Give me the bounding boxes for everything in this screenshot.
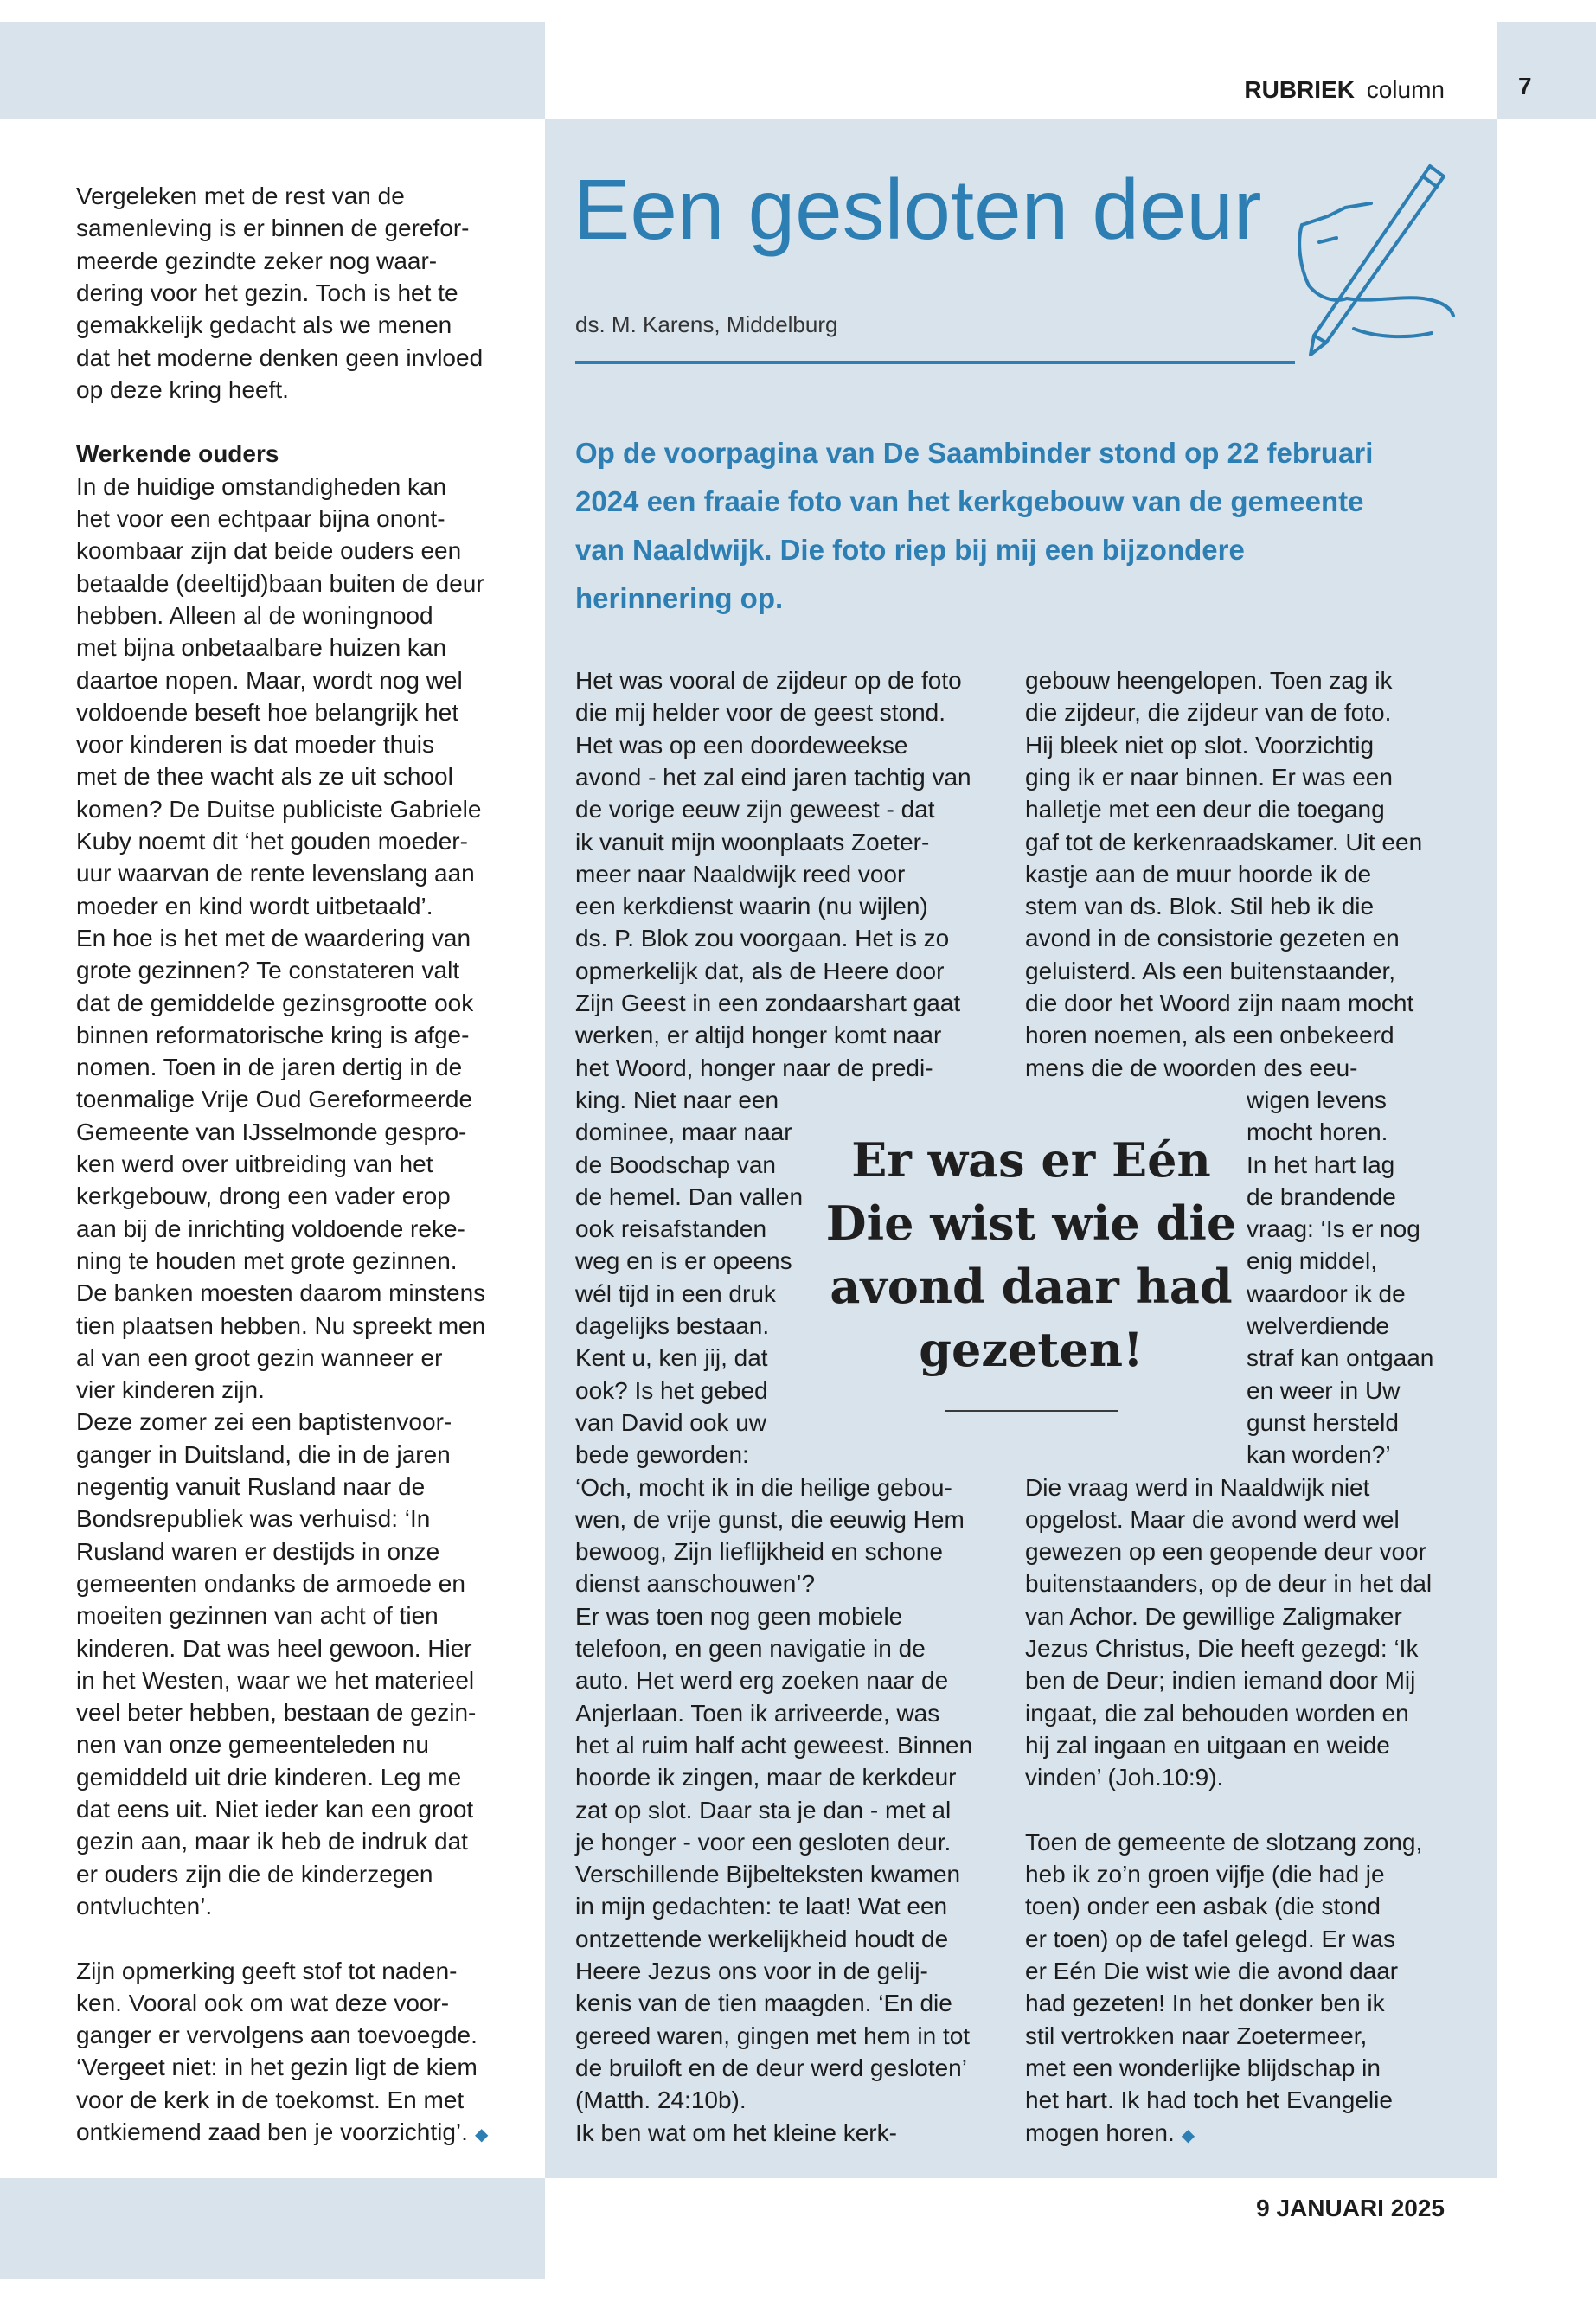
pull-quote-line: Er was er Eén [851,1132,1211,1188]
body-text-line: waardoor ik de [1247,1279,1406,1307]
body-text-line: ds. P. Blok zou voorgaan. Het is zo [575,925,950,952]
body-text-line: ken werd over uitbreiding van het [76,1150,433,1177]
intro-line: Op de voorpagina van De Saambinder stond op 22 februari [575,437,1374,469]
body-text-line: het al ruim half acht geweest. Binnen [575,1731,973,1759]
body-text-line: Heere Jezus ons voor in de gelij- [575,1958,928,1984]
header-section [1211,76,1445,104]
pull-quote-rule [945,1410,1118,1412]
body-text-line: er toen) op de tafel gelegd. Er was [1025,1925,1396,1952]
body-text-line: stil vertrokken naar Zoetermeer, [1025,2022,1368,2049]
body-text-line: zat op slot. Daar sta je dan - met al [575,1796,952,1823]
section-label: RUBRIEK [1244,76,1355,103]
body-text-line: Vergeleken met de rest van de [76,183,405,209]
body-text-line: dat eens uit. Niet ieder kan een groot [76,1796,474,1823]
body-text-line: de vorige eeuw zijn geweest - dat [575,796,935,824]
body-text-line: king. Niet naar een [575,1086,779,1113]
body-text-line: ning te houden met grote gezinnen. [76,1247,458,1274]
body-text-line: meerde gezindte zeker nog waar- [76,247,438,274]
body-text-line: wen, de vrije gunst, die eeuwig Hem [575,1505,965,1533]
body-text-line: ook? Is het gebed [575,1376,768,1404]
body-text-line: Gemeente van IJsselmonde gespro- [76,1118,467,1145]
body-text-line: met de thee wacht als ze uit school [76,763,453,791]
body-text-line: veel beter hebben, bestaan de gezin- [76,1699,477,1727]
body-text-line: moeder en kind wordt uitbetaald’. [76,892,433,920]
body-text-line: grote gezinnen? Te constateren valt [76,957,460,984]
pull-quote-line: gezeten! [919,1322,1144,1377]
body-text-line: Hij bleek niet op slot. Voorzichtig [1025,731,1375,759]
body-text-line: dienst aanschouwen’? [575,1570,816,1598]
body-text-line: hij zal ingaan en uitgaan en weide [1025,1731,1390,1759]
body-text-line: nen van onze gemeenteleden nu [76,1731,429,1759]
body-text-line: bede geworden: [575,1441,749,1469]
body-text-line: er Eén Die wist wie die avond daar [1025,1958,1399,1984]
body-text-line: meer naar Naaldwijk reed voor [575,860,906,888]
body-text-line: In de huidige omstandigheden kan [76,472,447,500]
body-text-line: wigen levens [1247,1086,1387,1113]
body-text-line: avond - het zal eind jaren tachtig van [575,763,971,791]
body-text-line: daartoe nopen. Maar, wordt nog wel [76,666,463,694]
body-text-line: de hemel. Dan vallen [575,1183,804,1210]
body-text-line: gemeenten ondanks de armoede en [76,1569,465,1597]
section-sub: column [1366,76,1445,103]
top-band-left [0,22,545,119]
end-mark-icon: ◆ [1181,2125,1195,2145]
body-text-line: toenmalige Vrije Oud Gereformeerde [76,1086,473,1113]
body-text-line: De banken moesten daarom minstens [76,1279,486,1307]
body-text-line: die zijdeur, die zijdeur van de foto. [1025,699,1392,727]
body-text-line: bewoog, Zijn lieflijkheid en schone [575,1538,943,1566]
body-text-line: opgelost. Maar die avond werd wel [1025,1505,1400,1533]
body-text-line: Zijn opmerking geeft stof tot naden- [76,1957,458,1984]
body-text-line: Toen de gemeente de slotzang zong, [1025,1828,1423,1856]
footer-date: 9 JANUARI 2025 [1256,2195,1445,2221]
body-text-line: die door het Woord zijn naam mocht [1025,990,1414,1016]
body-text-line: komen? De Duitse publiciste Gabriele [76,795,482,823]
body-text-line: kastje aan de muur hoorde ik de [1025,860,1372,888]
body-text-line: ook reisafstanden [575,1215,767,1243]
body-text-line: op deze kring heeft. [76,375,289,403]
body-text-line: aan bij de inrichting voldoende reke- [76,1215,465,1242]
body-text-line: Er was toen nog geen mobiele [575,1602,903,1630]
body-text-line: weg en is er opeens [575,1247,792,1275]
body-text-line: kenis van de tien maagden. ‘En die [575,1990,952,2017]
body-text-line: Kent u, ken jij, dat [575,1344,768,1372]
top-band-right [1497,22,1596,119]
body-text-line: gaf tot de kerkenraadskamer. Uit een [1025,828,1423,856]
body-text-line: met bijna onbetaalbare huizen kan [76,634,447,662]
body-text-line: de brandende [1247,1183,1396,1210]
body-text-line: vraag: ‘Is er nog [1247,1215,1420,1243]
body-text-line: je honger - voor een gesloten deur. [575,1828,952,1856]
body-text-line: voor de kerk in de toekomst. En met [76,2086,465,2113]
body-text-line: van David ook uw [575,1408,767,1436]
body-text-line: heb ik zo’n groen vijfje (die had je [1025,1861,1385,1888]
end-mark-icon: ◆ [474,2125,489,2144]
bottom-band-left [0,2178,545,2279]
body-text-line: Rusland waren er destijds in onze [76,1537,440,1565]
body-text-line: Verschillende Bijbelteksten kwamen [575,1861,961,1888]
body-text-line: Ik ben wat om het kleine kerk- [575,2118,897,2146]
body-text-line: ik vanuit mijn woonplaats Zoeter- [575,828,930,856]
page-number: 7 [1518,73,1532,99]
body-text-line: het hart. Ik had toch het Evangelie [1025,2086,1393,2114]
body-text-line: Het was op een doordeweekse [575,731,908,759]
body-text-line: ben de Deur; indien iemand door Mij [1025,1667,1416,1695]
body-text-line: kan worden?’ [1247,1441,1391,1469]
body-text-line: tien plaatsen hebben. Nu spreekt men [76,1311,486,1339]
body-text-line: van Achor. De gewillige Zaligmaker [1025,1602,1402,1630]
body-text-line: gereed waren, gingen met hem in tot [575,2022,971,2049]
body-text-line: moeiten gezinnen van acht of tien [76,1602,439,1630]
body-text-line: vier kinderen zijn. [76,1376,265,1404]
body-text-line: en weer in Uw [1247,1376,1401,1404]
body-text-line: mogen horen. ◆ [1025,2118,1195,2146]
body-text-line: En hoe is het met de waardering van [76,924,471,952]
article-author: ds. M. Karens, Middelburg [575,311,838,337]
body-text-line: Die vraag werd in Naaldwijk niet [1025,1473,1370,1501]
pull-quote-line: avond daar had [830,1259,1233,1314]
body-text-line: samenleving is er binnen de gerefor- [76,215,470,242]
body-text-line: dominee, maar naar [575,1118,792,1146]
body-text-line: al van een groot gezin wanneer er [76,1343,443,1371]
title-rule [575,361,1295,364]
body-text-line: dat het moderne denken geen invloed [76,343,484,371]
article-title: Een gesloten deur [574,162,1262,257]
body-text-line: geluisterd. Als een buitenstaander, [1025,957,1396,984]
body-text-line: stem van ds. Blok. Stil heb ik die [1025,893,1375,920]
body-text-line: ontzettende werkelijkheid houdt de [575,1925,949,1952]
body-text-line: gewezen op een geopende deur voor [1025,1538,1426,1566]
intro-line: van Naaldwijk. Die foto riep bij mij een bijzondere [575,534,1245,566]
body-text-line: (Matth. 24:10b). [575,2086,747,2114]
pen-hand-illustration-icon [1293,156,1458,368]
body-text-line: opmerkelijk dat, als de Heere door [575,957,945,984]
body-text-line: horen noemen, als een onbekeerd [1025,1022,1394,1049]
body-text-line: in mijn gedachten: te laat! Wat een [575,1893,948,1920]
body-text-line: hoorde ik zingen, maar de kerkdeur [575,1764,957,1791]
body-text-line: dat de gemiddelde gezinsgrootte ook [76,989,474,1016]
body-text-line: Anjerlaan. Toen ik arriveerde, was [575,1699,940,1727]
body-text-line: voor kinderen is dat moeder thuis [76,731,434,759]
body-text-line: een kerkdienst waarin (nu wijlen) [575,893,928,920]
body-text-line: Deze zomer zei een baptistenvoor- [76,1408,452,1436]
body-text-line: die mij helder voor de geest stond. [575,699,946,727]
body-text-line: binnen reformatorische kring is afge- [76,1021,470,1048]
body-text-line: buitenstaanders, op de deur in het dal [1025,1570,1433,1598]
body-text-line: in het Westen, waar we het materieel [76,1666,475,1694]
body-text-line: kinderen. Dat was heel gewoon. Hier [76,1634,472,1662]
body-text-line: avond in de consistorie gezeten en [1025,925,1400,952]
body-text-line: Kuby noemt dit ‘het gouden moeder- [76,828,468,855]
body-text-line: halletje met een deur die toegang [1025,796,1385,824]
intro-line: 2024 een fraaie foto van het kerkgebouw van de gemeente [575,485,1364,517]
body-text-line: de bruiloft en de deur werd gesloten’ [575,2054,967,2081]
body-text-line: straf kan ontgaan [1247,1344,1434,1372]
body-text-line: wél tijd in een druk [575,1279,776,1307]
body-text-line: de Boodschap van [575,1150,776,1178]
body-text-line: gemiddeld uit drie kinderen. Leg me [76,1763,462,1791]
body-text-line: ingaat, die zal behouden worden en [1025,1699,1409,1727]
body-text-line: Werkende ouders [76,440,279,468]
body-text-line: gemakkelijk gedacht als we menen [76,311,452,339]
body-text-line: voldoende beseft hoe belangrijk het [76,698,459,726]
body-text-line: dering voor het gezin. Toch is het te [76,279,458,306]
body-text-line: kerkgebouw, drong een vader erop [76,1183,451,1210]
body-text-line: het voor een echtpaar bijna onont- [76,505,445,532]
intro-line: herinnering op. [575,582,784,614]
body-text-line: ging ik er naar binnen. Er was een [1025,763,1393,791]
body-text-line: ontvluchten’. [76,1892,213,1920]
body-text-line: werken, er altijd honger komt naar [575,1022,942,1049]
body-text-line: koombaar zijn dat beide ouders een [76,537,462,565]
body-text-line: ‘Vergeet niet: in het gezin ligt de kiem [76,2054,478,2081]
body-text-line: Jezus Christus, Die heeft gezegd: ‘Ik [1025,1635,1419,1662]
body-text-line: had gezeten! In het donker ben ik [1025,1990,1385,2017]
body-text-line: nomen. Toen in de jaren dertig in de [76,1054,463,1081]
body-text-line: toen) onder een asbak (die stond [1025,1893,1381,1920]
body-text-line: gunst hersteld [1247,1408,1399,1436]
body-text-line: mocht horen. [1247,1118,1388,1146]
body-text-line: hebben. Alleen al de woningnood [76,601,433,629]
body-text-line: ken. Vooral ook om wat deze voor- [76,1989,450,2016]
pull-quote-line: Die wist wie die [825,1195,1237,1251]
body-text-line: In het hart lag [1247,1150,1395,1178]
body-text-line: gezin aan, maar ik heb de indruk dat [76,1828,468,1856]
body-text-line: welverdiende [1247,1312,1389,1339]
body-text-line: Bondsrepubliek was verhuisd: ‘In [76,1505,431,1533]
body-text-line: betaalde (deeltijd)baan buiten de deur [76,569,484,597]
body-text-line: Het was vooral de zijdeur op de foto [575,667,962,694]
body-text-line: ganger in Duitsland, die in de jaren [76,1440,451,1468]
body-text-line: Zijn Geest in een zondaarshart gaat [575,990,961,1016]
body-text-line: enig middel, [1247,1247,1377,1275]
body-text-line: vinden’ (Joh.10:9). [1025,1764,1224,1791]
body-text-line: er ouders zijn die de kinderzegen [76,1860,433,1888]
body-text-line: telefoon, en geen navigatie in de [575,1635,926,1662]
body-text-line: uur waarvan de rente levenslang aan [76,860,475,888]
body-text-line: dagelijks bestaan. [575,1312,770,1339]
body-text-line: ‘Och, mocht ik in die heilige gebou- [575,1473,952,1501]
body-text-line: ganger er vervolgens aan toevoegde. [76,2022,478,2049]
body-text-line: auto. Het werd erg zoeken naar de [575,1667,949,1695]
body-text-line: met een wonderlijke blijdschap in [1025,2054,1381,2081]
body-text-line: mens die de woorden des eeu- [1025,1054,1358,1081]
body-text-line: het Woord, honger naar de predi- [575,1054,933,1081]
body-text-line: gebouw heengelopen. Toen zag ik [1025,667,1393,694]
body-text-line: negentig vanuit Rusland naar de [76,1473,426,1500]
body-text-line: ontkiemend zaad ben je voorzichtig’. ◆ [76,2118,489,2145]
